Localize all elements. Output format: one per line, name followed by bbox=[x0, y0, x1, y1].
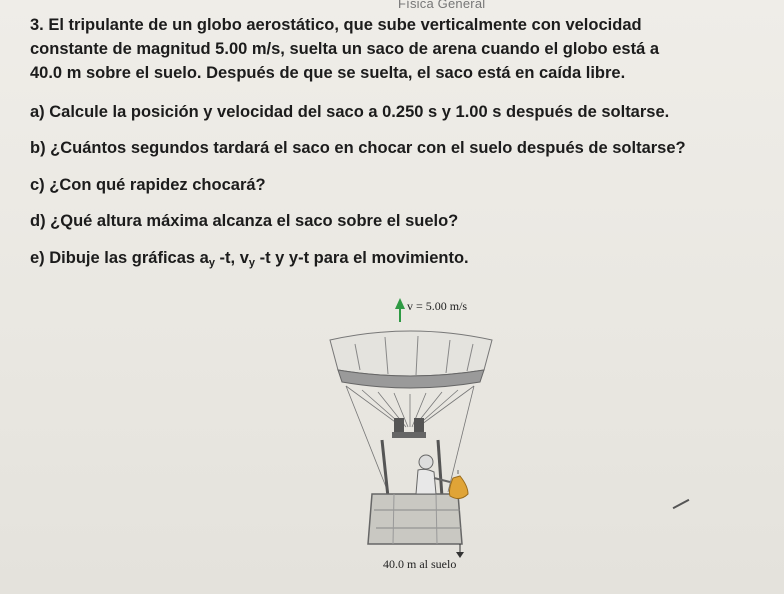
problem-line-1 bbox=[30, 16, 642, 35]
question-a: a) Calcule la posición y velocidad del saco a 0.250 s y 1.00 s después de soltarse. bbox=[30, 103, 670, 121]
crew-member bbox=[416, 455, 450, 494]
problem-number: 3. bbox=[30, 16, 44, 34]
question-c: c) ¿Con qué rapidez chocará? bbox=[30, 176, 266, 194]
problem-line-3: 40.0 m sobre el suelo. Después de que se suelta, el saco está en caída libre. bbox=[30, 64, 626, 82]
burner bbox=[392, 418, 426, 438]
question-e-sub2: y bbox=[248, 257, 255, 269]
balloon-envelope bbox=[330, 331, 492, 388]
velocity-label: v = 5.00 m/s bbox=[407, 299, 468, 313]
question-e-pre: e) Dibuje las gráficas a bbox=[30, 249, 209, 267]
question-e-sub1: y bbox=[208, 257, 215, 269]
question-e bbox=[30, 249, 469, 268]
velocity-arrow-icon bbox=[395, 298, 405, 322]
course-header: Física General bbox=[398, 0, 486, 11]
question-b: b) ¿Cuántos segundos tardará el saco en chocar con el suelo después de soltarse? bbox=[30, 139, 686, 157]
question-e-mid: -t, v bbox=[214, 249, 249, 267]
problem-text-1: El tripulante de un globo aerostático, que sube verticalmente con velocidad bbox=[48, 16, 642, 34]
balloon-illustration bbox=[310, 282, 510, 582]
question-e-post: -t y y-t para el movimiento. bbox=[255, 249, 469, 267]
question-d: d) ¿Qué altura máxima alcanza el saco sobre el suelo? bbox=[30, 212, 459, 230]
basket bbox=[368, 440, 462, 544]
height-label: 40.0 m al suelo bbox=[383, 557, 457, 571]
balloon-ropes bbox=[346, 386, 474, 492]
height-arrow-icon bbox=[456, 544, 464, 558]
stray-pen-mark bbox=[673, 499, 690, 509]
problem-line-2: constante de magnitud 5.00 m/s, suelta un saco de arena cuando el globo está a bbox=[30, 40, 660, 58]
balloon-figure bbox=[310, 282, 510, 582]
